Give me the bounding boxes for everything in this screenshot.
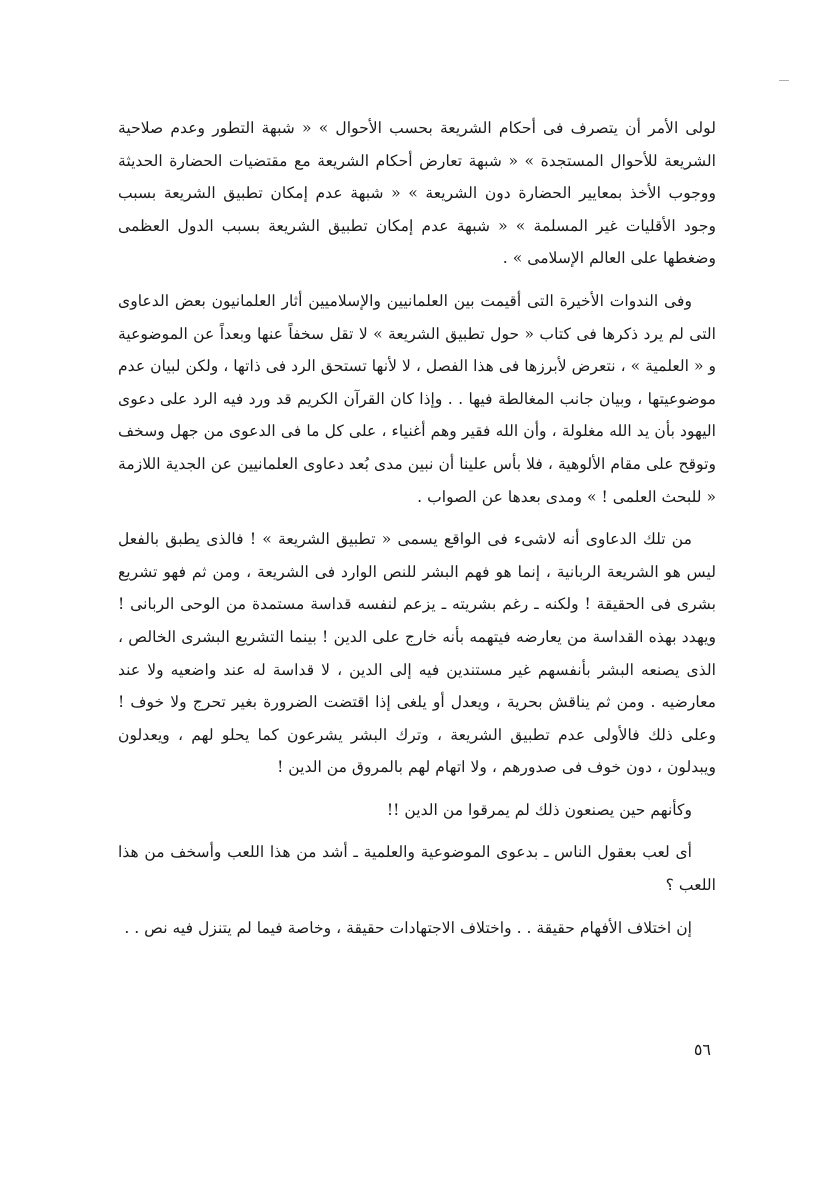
paragraph-2: وفى الندوات الأخيرة التى أقيمت بين العلمانيين والإسلاميين أثار العلمانيون بعض الدعاوى التى لم يرد ذكرها فى كتاب « حول تطبيق الشريعة » لا تقل سخفاً عنها وبعداً عن الموضوعية و « العلمية » ، نتعرض لأبرزها فى هذا الفصل ، لا لأنها تستحق الرد فى ذاتها ، ولكن لبيان عدم موضوعيتها ، وبيان جانب المغالطة فيها . . وإذا كان القرآن الكريم قد ورد فيه الرد على دعوى اليهود بأن يد الله مغلولة ، وأن الله فقير وهم أغنياء ، على كل ما فى الدعوى من جهل وسخف وتوقح على مقام الألوهية ، فلا بأس علينا أن نبين مدى بُعد دعاوى العلمانيين عن الجدية اللازمة « للبحث العلمى ! » ومدى بعدها عن الصواب . <box>118 291 716 506</box>
paragraph-6: إن اختلاف الأفهام حقيقة . . واختلاف الاجتهادات حقيقة ، وخاصة فيما لم يتنزل فيه نص . . <box>124 918 692 937</box>
paragraph-5: أى لعب بعقول الناس ـ بدعوى الموضوعية والعلمية ـ أشد من هذا اللعب وأسخف من هذا اللعب ؟ <box>118 843 716 895</box>
body-text <box>118 112 716 954</box>
paragraph-3: من تلك الدعاوى أنه لاشىء فى الواقع يسمى « تطبيق الشريعة » ! فالذى يطبق بالفعل ليس هو الشريعة الربانية ، إنما هو فهم البشر للنص الوارد فى الشريعة ، ومن ثم فهو تشريع بشرى فى الحقيقة ! ولكنه ـ رغم بشريته ـ يزعم لنفسه قداسة مستمدة من الوحى الربانى ! ويهدد بهذه القداسة من يعارضه فيتهمه بأنه خارج على الدين ! بينما التشريع البشرى الخالص ، الذى يصنعه البشر بأنفسهم غير مستندين فيه إلى الدين ، لا قداسة له عند واضعيه ولا عند معارضيه . ومن ثم يناقش بحرية ، ويعدل أو يلغى إذا اقتضت الضرورة بغير تحرج ولا خوف ! وعلى ذلك فالأولى عدم تطبيق الشريعة ، وترك البشر يشرعون كما يحلو لهم ، ويعدلون ويبدلون ، دون خوف فى صدورهم ، ولا اتهام لهم بالمروق من الدين ! <box>118 530 716 777</box>
page-number: ٥٦ <box>693 1040 711 1059</box>
paragraph-4: وكأنهم حين يصنعون ذلك لم يمرقوا من الدين !! <box>386 800 692 819</box>
margin-mark <box>779 80 789 81</box>
paragraph-1: لولى الأمر أن يتصرف فى أحكام الشريعة بحسب الأحوال » « شبهة التطور وعدم صلاحية الشريعة للأحوال المستجدة » « شبهة تعارض أحكام الشريعة مع مقتضيات الحضارة الحديثة ووجوب الأخذ بمعايير الحضارة دون الشريعة » « شبهة عدم إمكان تطبيق الشريعة بسبب وجود الأقليات غير المسلمة » « شبهة عدم إمكان تطبيق الشريعة بسبب الدول العظمى وضغطها على العالم الإسلامى » . <box>118 119 716 268</box>
